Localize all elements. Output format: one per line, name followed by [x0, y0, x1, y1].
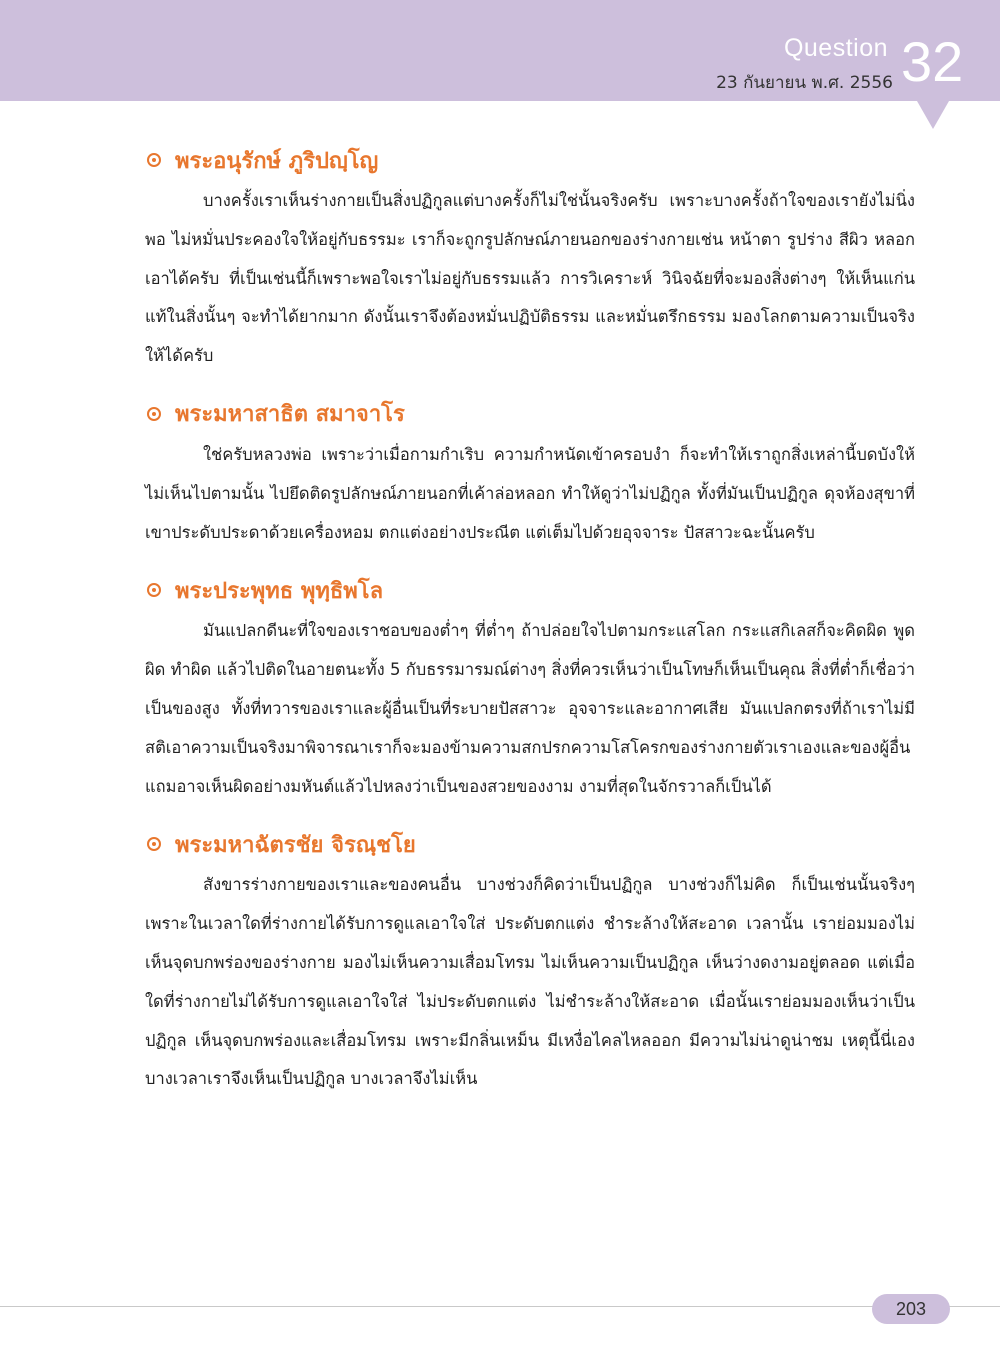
- section-heading: [145, 140, 915, 180]
- page-content: [145, 140, 915, 1117]
- answer-section: [145, 140, 915, 376]
- header-pointer: [917, 101, 949, 129]
- answer-section: [145, 570, 915, 806]
- section-heading: [145, 394, 915, 434]
- section-title: พระมหาฉัตรชัย จิรณฺชโย: [175, 832, 416, 858]
- section-body: ใช่ครับหลวงพ่อ เพราะว่าเมื่อกามกำเริบ ความกำหนัดเข้าครอบงำ ก็จะทำให้เราถูกสิ่งเหล่านี้บดบังให้ไม่เห็นไปตามนั้น ไปยึดติดรูปลักษณ์ภายนอกที่เค้าล่อหลอก ทำให้ดูว่าไม่ปฏิกูล ทั้งที่มันเป็นปฏิกูล ดุจห้องสุขาที่เขาประดับประดาด้วยเครื่องหอม ตกแต่งอย่างประณีต แต่เต็มไปด้วยอุจจาระ ปัสสาวะฉะนั้นครับ: [145, 444, 915, 542]
- question-date: 23 กันยายน พ.ศ. 2556: [716, 73, 893, 93]
- section-heading: [145, 570, 915, 610]
- section-body: มันแปลกดีนะที่ใจของเราชอบของต่ำๆ ที่ต่ำๆ ถ้าปล่อยใจไปตามกระแสโลก กระแสกิเลสก็จะคิดผิด พูดผิด ทำผิด แล้วไปติดในอายตนะทั้ง 5 กับธรรมารมณ์ต่างๆ สิ่งที่ควรเห็นว่าเป็นโทษก็เห็นเป็นคุณ สิ่งที่ต่ำก็เชื่อว่าเป็นของสูง ทั้งที่ทวารของเราและผู้อื่นเป็นที่ระบายปัสสาวะ อุจจาระและอากาศเสีย มันแปลกตรงที่ถ้าเราไม่มีสติเอาความเป็นจริงมาพิจารณาเราก็จะมองข้ามความสกปรกความโสโครกของร่างกายตัวเราเองและของผู้อื่น แถมอาจเห็นผิดอย่างมหันต์แล้วไปหลงว่าเป็นของสวยของงาม งามที่สุดในจักรวาลก็เป็นได้: [145, 621, 915, 796]
- double-circle-bullet-icon: [147, 407, 161, 421]
- double-circle-bullet-icon: [147, 153, 161, 167]
- question-number: 32: [901, 30, 964, 93]
- section-body: บางครั้งเราเห็นร่างกายเป็นสิ่งปฏิกูลแต่บางครั้งก็ไม่ใช่นั้นจริงครับ เพราะบางครั้งถ้าใจของเรายังไม่นิ่งพอ ไม่หมั่นประคองใจให้อยู่กับธรรมะ เราก็จะถูกรูปลักษณ์ภายนอกของร่างกายเช่น หน้าตา รูปร่าง สีผิว หลอกเอาได้ครับ ที่เป็นเช่นนี้ก็เพราะพอใจเราไม่อยู่กับธรรมแล้ว การวิเคราะห์ วินิจฉัยที่จะมองสิ่งต่างๆ ให้เห็นแก่นแท้ในสิ่งนั้นๆ จะทำได้ยากมาก ดังนั้นเราจึงต้องหมั่นปฏิบัติธรรม และหมั่นตรึกธรรม มองโลกตามความเป็นจริงให้ได้ครับ: [145, 191, 915, 366]
- section-title: พระมหาสาธิต สมาจาโร: [175, 402, 405, 428]
- section-heading: [145, 824, 915, 864]
- answer-section: [145, 824, 915, 1099]
- double-circle-bullet-icon: [147, 583, 161, 597]
- answer-section: [145, 394, 915, 552]
- section-title: พระอนุรักษ์ ภูริปญฺโญ: [175, 148, 379, 174]
- section-title: พระประพุทธ พุทฺธิพโล: [175, 578, 384, 604]
- page-number: 203: [872, 1294, 950, 1324]
- double-circle-bullet-icon: [147, 837, 161, 851]
- footer-divider: [0, 1306, 1000, 1307]
- question-label: Question: [783, 34, 888, 62]
- section-body: สังขารร่างกายของเราและของคนอื่น บางช่วงก็คิดว่าเป็นปฏิกูล บางช่วงก็ไม่คิด ก็เป็นเช่นนั้นจริงๆ เพราะในเวลาใดที่ร่างกายได้รับการดูแลเอาใจใส่ ประดับตกแต่ง ชำระล้างให้สะอาด เวลานั้น เราย่อมมองไม่เห็นจุดบกพร่องของร่างกาย มองไม่เห็นความเสื่อมโทรม ไม่เห็นความเป็นปฏิกูล เห็นว่างดงามอยู่ตลอด แต่เมื่อใดที่ร่างกายไม่ได้รับการดูแลเอาใจใส่ ไม่ประดับตกแต่ง ไม่ชำระล้างให้สะอาด เมื่อนั้นเราย่อมมองเห็นว่าเป็นปฏิกูล เห็นจุดบกพร่องและเสื่อมโทรม เพราะมีกลิ่นเหม็น มีเหงื่อไคลไหลออก มีความไม่น่าดูน่าชม เหตุนี้นี่เอง บางเวลาเราจึงเห็นเป็นปฏิกูล บางเวลาจึงไม่เห็น: [145, 875, 915, 1089]
